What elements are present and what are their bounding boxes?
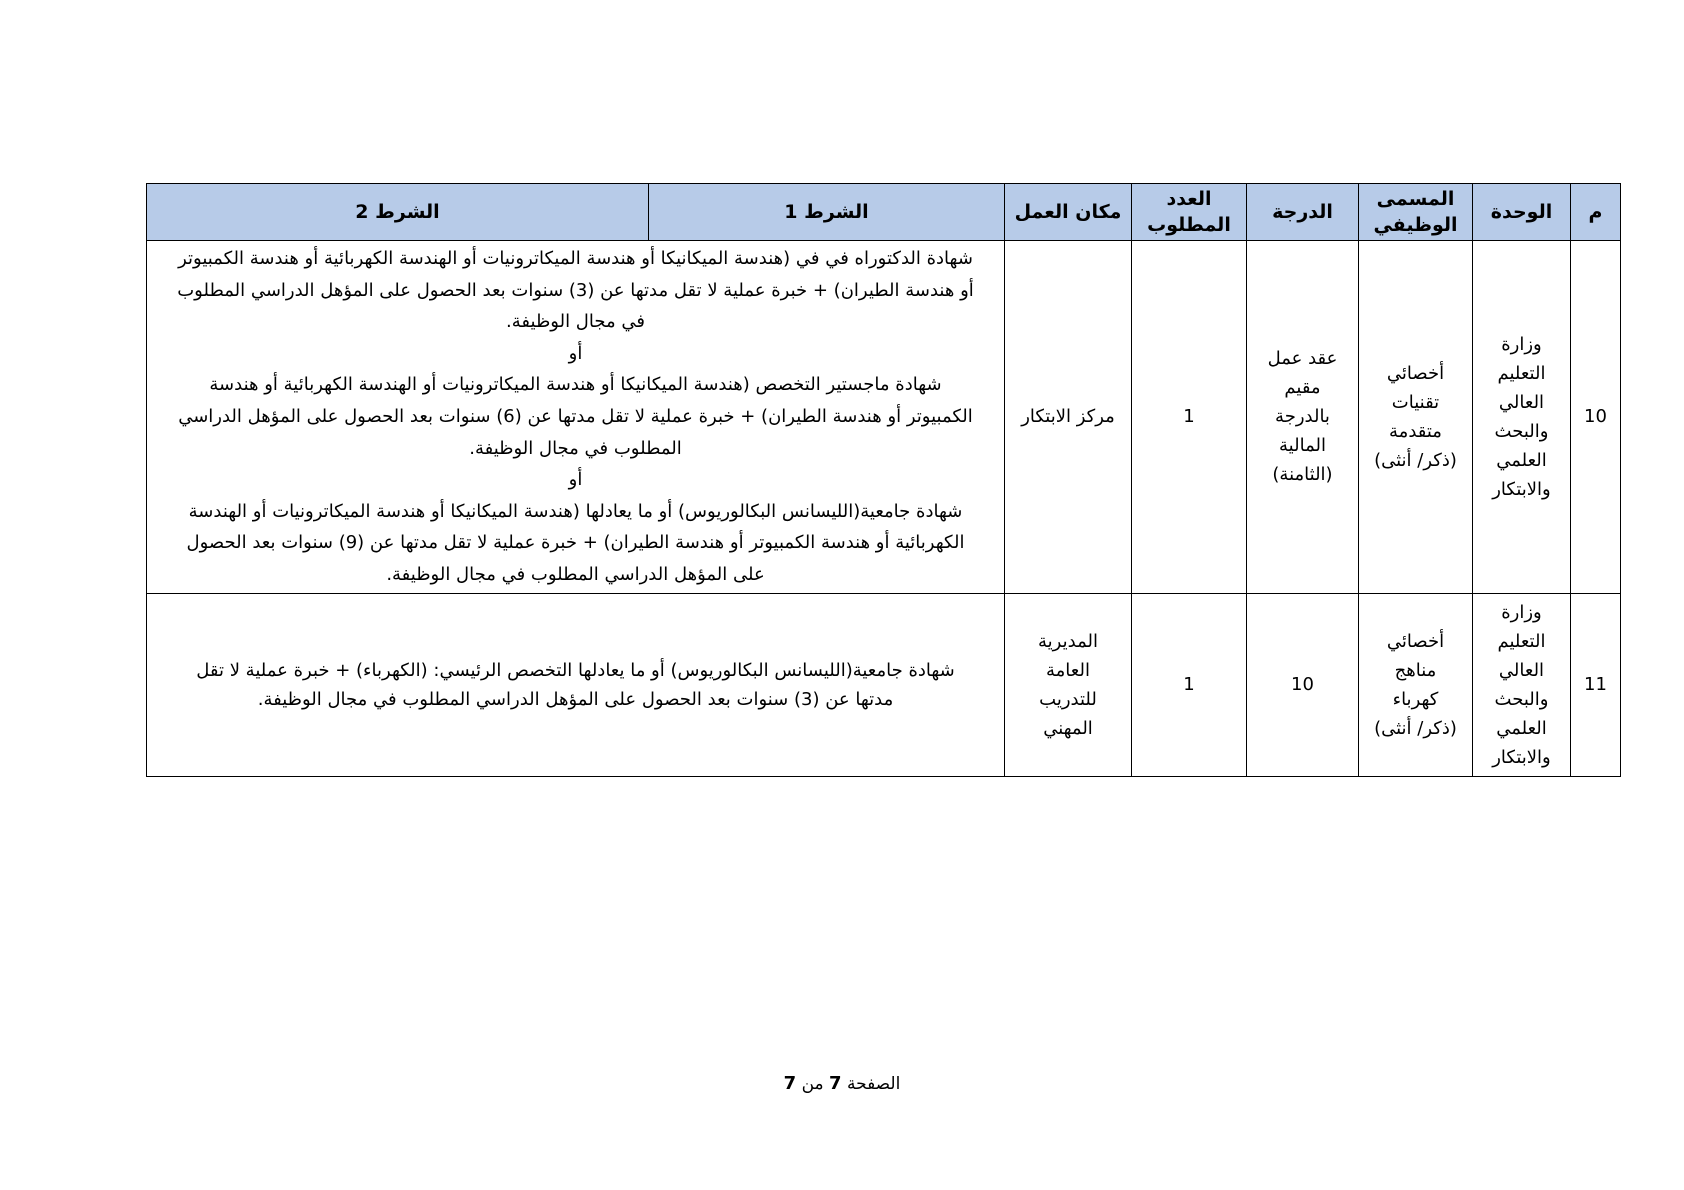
jobs-table (146, 183, 1621, 777)
row-num: 10 (1571, 241, 1621, 594)
row-job-title: أخصائي مناهج كهرباء (ذكر/ أنثى) (1359, 593, 1473, 776)
header-num: م (1571, 184, 1621, 241)
table-row (147, 241, 1621, 594)
total-pages: 7 (783, 1073, 797, 1094)
row-unit: وزارة التعليم العالي والبحث العلمي والابتكار (1473, 241, 1571, 594)
row-count: 1 (1132, 241, 1247, 594)
header-condition-2: الشرط 2 (147, 184, 649, 241)
header-job-title: المسمى الوظيفي (1359, 184, 1473, 241)
page-of-label: من (801, 1074, 824, 1094)
row-location: المديرية العامة للتدريب المهني (1005, 593, 1132, 776)
row-job-title: أخصائي تقنيات متقدمة (ذكر/ أنثى) (1359, 241, 1473, 594)
page-label: الصفحة (846, 1074, 901, 1094)
header-count: العدد المطلوب (1132, 184, 1247, 241)
row-grade: 10 (1247, 593, 1359, 776)
row-conditions: شهادة جامعية(الليسانس البكالوريوس) أو ما يعادلها التخصص الرئيسي: (الكهرباء) + خبرة عملية لا تقل مدتها عن (3) سنوات بعد الحصول على المؤهل الدراسي المطلوب في مجال الوظيفة. (147, 593, 1005, 776)
header-location: مكان العمل (1005, 184, 1132, 241)
table-header-row (147, 184, 1621, 241)
header-unit: الوحدة (1473, 184, 1571, 241)
table-row (147, 593, 1621, 776)
page-number (0, 1073, 1684, 1094)
header-condition-1: الشرط 1 (649, 184, 1005, 241)
row-count: 1 (1132, 593, 1247, 776)
row-unit: وزارة التعليم العالي والبحث العلمي والابتكار (1473, 593, 1571, 776)
row-conditions: شهادة الدكتوراه في في (هندسة الميكانيكا أو هندسة الميكاترونيات أو الهندسة الكهربائية أو هندسة الكمبيوتر أو هندسة الطيران) + خبرة عملية لا تقل مدتها عن (3) سنوات بعد الحصول على المؤهل الدراسي المطلوب في مجال الوظيفة. أو شهادة ماجستير التخصص (هندسة الميكانيكا أو هندسة الميكاترونيات أو الهندسة الكهربائية أو هندسة الكمبيوتر أو هندسة الطيران) + خبرة عملية لا تقل مدتها عن (6) سنوات بعد الحصول على المؤهل الدراسي المطلوب في مجال الوظيفة. أو شهادة جامعية(الليسانس البكالوريوس) أو ما يعادلها (هندسة الميكانيكا أو هندسة الميكاترونيات أو الهندسة الكهربائية أو هندسة الكمبيوتر أو هندسة الطيران) + خبرة عملية لا تقل مدتها عن (9) سنوات بعد الحصول على المؤهل الدراسي المطلوب في مجال الوظيفة. (147, 241, 1005, 594)
header-grade: الدرجة (1247, 184, 1359, 241)
row-location: مركز الابتكار (1005, 241, 1132, 594)
row-num: 11 (1571, 593, 1621, 776)
current-page: 7 (829, 1073, 842, 1094)
row-grade: عقد عمل مقيم بالدرجة المالية (الثامنة) (1247, 241, 1359, 594)
